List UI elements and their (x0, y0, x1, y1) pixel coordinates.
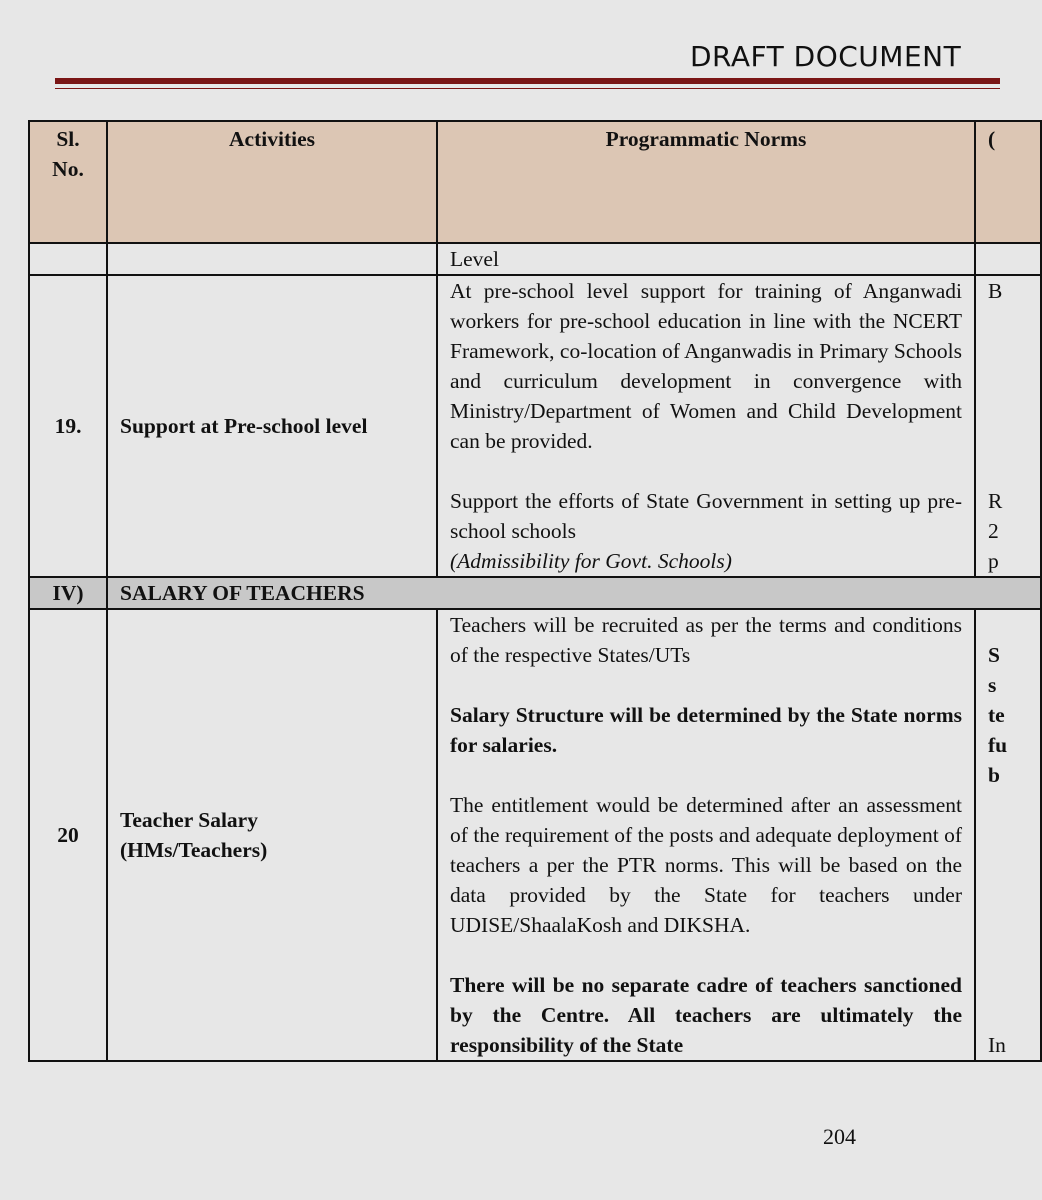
row20-activity-line1: Teacher Salary (120, 808, 258, 832)
row19-norms-admissibility: (Admissibility for Govt. Schools) (450, 549, 732, 573)
row20-norms-salary-structure: Salary Structure will be determined by the State norms for salaries. (450, 703, 962, 757)
row20-activity (107, 609, 437, 1061)
row19-norms-cell (437, 275, 975, 577)
row20-sl-number: 20 (29, 609, 107, 1061)
continuation-norms-cell: Level (437, 243, 975, 275)
continuation-sl-cell (29, 243, 107, 275)
header-rule-thin (55, 88, 1000, 89)
header-rule (55, 78, 1000, 84)
row20-clipped-line: s (988, 673, 997, 697)
row19-norms-paragraph-2: Support the efforts of State Government in setting up pre-school schools (450, 489, 962, 543)
norms-table (28, 120, 1042, 1062)
row20-clipped-line: te (988, 703, 1005, 727)
column-header-sl-no: Sl. No. (29, 121, 107, 243)
table-row-continuation (29, 243, 1041, 275)
column-header-clipped: ( (975, 121, 1041, 243)
row19-norms-paragraph-1: At pre-school level support for training of Anganwadi workers for pre-school education in line with the NCERT Framework, co-location of Anganwadis in Primary Schools and curriculum development in convergence with Ministry/Department of Women and Child Development can be provided. (450, 279, 962, 453)
row20-activity-line2: (HMs/Teachers) (120, 838, 268, 862)
page-number: 204 (823, 1124, 856, 1149)
row19-sl-number: 19. (29, 275, 107, 577)
table-header-row (29, 121, 1041, 243)
section-title: SALARY OF TEACHERS (107, 577, 1041, 609)
row19-clipped-cell (975, 275, 1041, 577)
table-row-20 (29, 609, 1041, 1061)
row19-clipped-line: B (988, 279, 1003, 303)
continuation-activity-cell (107, 243, 437, 275)
row20-norms-cell (437, 609, 975, 1061)
row20-norms-paragraph-1: Teachers will be recruited as per the terms and conditions of the respective States/UTs (450, 613, 962, 667)
row19-clipped-line: R (988, 489, 1003, 513)
row20-norms-paragraph-3: The entitlement would be determined after an assessment of the requirement of the posts and adequate deployment of teachers a per the PTR norms. This will be based on the data provided by the State for teachers under UDISE/ShaalaKosh and DIKSHA. (450, 793, 962, 937)
row20-clipped-line: fu (988, 733, 1008, 757)
continuation-clipped-cell (975, 243, 1041, 275)
section-sl: IV) (29, 577, 107, 609)
row20-norms-no-separate-cadre: There will be no separate cadre of teachers sanctioned by the Centre. All teachers are ultimately the responsibility of the State (450, 973, 962, 1057)
row20-clipped-line: S (988, 643, 1000, 667)
column-header-programmatic-norms: Programmatic Norms (437, 121, 975, 243)
row19-clipped-line: 2 (988, 519, 999, 543)
column-header-activities: Activities (107, 121, 437, 243)
row19-activity: Support at Pre-school level (107, 275, 437, 577)
row20-clipped-line: In (988, 1033, 1006, 1057)
table-row-19 (29, 275, 1041, 577)
row20-clipped-line: b (988, 763, 1000, 787)
section-row-salary (29, 577, 1041, 609)
row20-clipped-cell (975, 609, 1041, 1061)
row19-clipped-line: p (988, 549, 999, 573)
page-header-title: DRAFT DOCUMENT (690, 40, 962, 73)
